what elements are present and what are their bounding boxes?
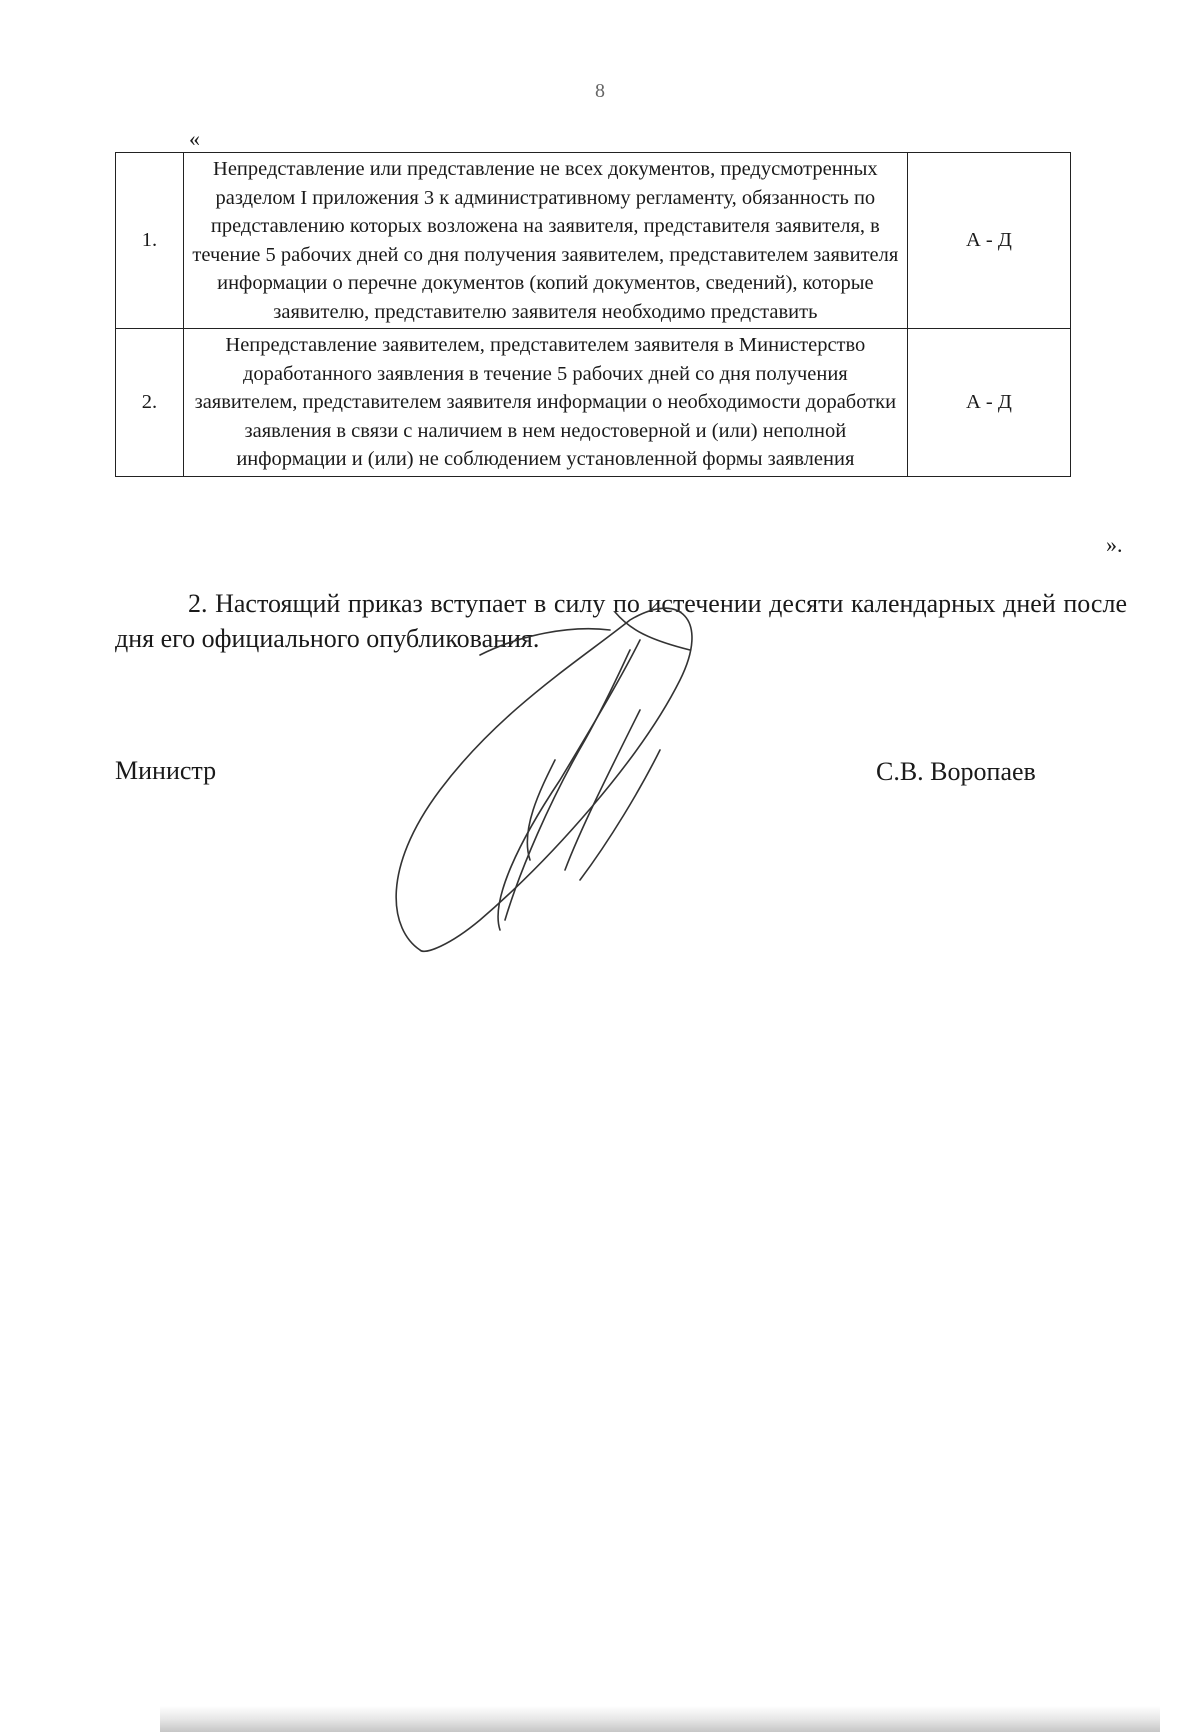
grounds-table [115,152,1071,477]
table-row [116,329,1071,477]
row-number: 1. [116,153,184,329]
signatory-name: С.В. Воропаев [876,757,1036,786]
scan-edge-smudge [160,1706,1160,1732]
page-number: 8 [595,80,605,102]
open-quote-mark: « [189,126,200,151]
signatory-title: Министр [115,756,217,785]
row-code: А - Д [907,329,1070,477]
handwritten-signature [380,600,800,960]
close-quote-mark: ». [1106,532,1123,557]
row-text: Непредставление или представление не всех документов, предусмотренных разделом I приложения 3 к административному регламенту, обязанность по представлению которых возложена на заявителя, представителя заявителя, в течение 5 рабочих дней со дня получения заявителем, представителем заявителя информации о перечне документов (копий документов, сведений), которые заявителю, представителю заявителя необходимо представить [183,153,907,329]
effective-date-paragraph: 2. Настоящий приказ вступает в силу по истечении десяти календарных дней после дня его официального опубликования. [115,589,1127,653]
row-code: А - Д [907,153,1070,329]
table-row [116,153,1071,329]
row-text: Непредставление заявителем, представителем заявителя в Министерство доработанного заявления в течение 5 рабочих дней со дня получения заявителем, представителем заявителя информации о необходимости доработки заявления в связи с наличием в нем недостоверной и (или) неполной информации и (или) не соблюдением установленной формы заявления [183,329,907,477]
row-number: 2. [116,329,184,477]
